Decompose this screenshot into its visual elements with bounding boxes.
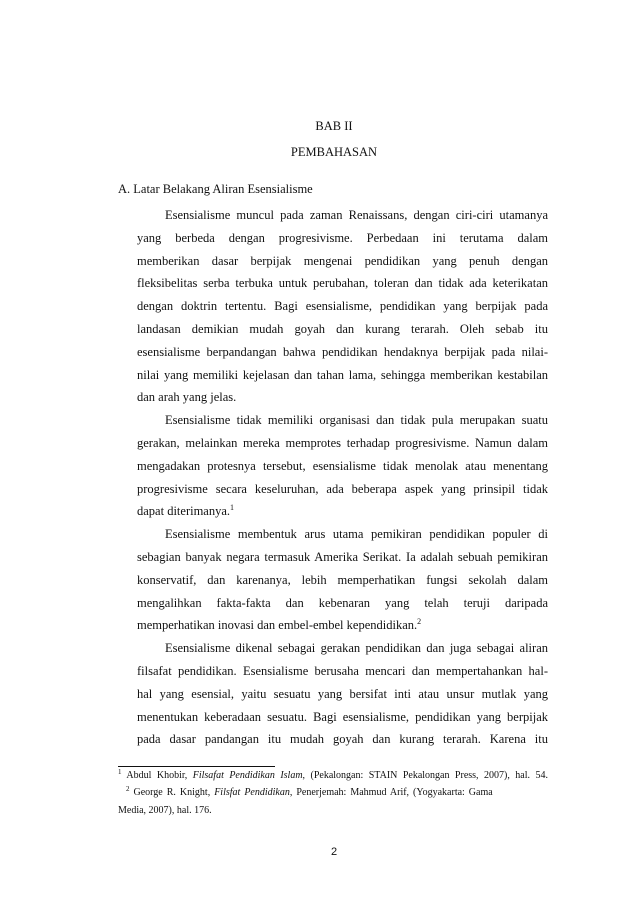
footnote-marker: 2 bbox=[126, 785, 130, 793]
chapter-title: PEMBAHASAN bbox=[290, 145, 378, 159]
paragraph-line-text: memperhatikan inovasi dan embel-embel kependidikan. bbox=[137, 618, 418, 633]
body-text bbox=[137, 204, 548, 751]
chapter-label: BAB II bbox=[315, 119, 353, 133]
paragraph-line: filsafat pendidikan. Esensialisme berusaha mencari dan mempertahankan hal- bbox=[137, 663, 548, 678]
paragraph-line: yang berbeda dengan progresivisme. Perbedaan ini terutama dalam bbox=[137, 230, 548, 245]
paragraph-2 bbox=[137, 409, 548, 523]
paragraph-1 bbox=[137, 204, 548, 409]
paragraph-line: konservatif, dan karenanya, lebih memperhatikan fungsi sekolah dalam bbox=[137, 572, 548, 587]
footnote-author: Abdul Khobir, bbox=[126, 769, 193, 781]
paragraph-line bbox=[137, 614, 548, 637]
paragraph-line-text: dapat diterimanya. bbox=[137, 504, 231, 519]
paragraph-4 bbox=[137, 637, 548, 751]
footnote-marker: 1 bbox=[118, 767, 122, 776]
footnote-1 bbox=[118, 767, 548, 785]
footnote-publication: , Penerjemah: Mahmud Arif, (Yogyakarta: Gama bbox=[289, 787, 493, 798]
paragraph-line: mengadakan protesnya tersebut, esensialisme tidak menolak atau menentang bbox=[137, 458, 548, 473]
page-number: 2 bbox=[330, 846, 338, 858]
paragraph-line: dan arah yang jelas. bbox=[137, 390, 237, 405]
footnote-2-continuation: Media, 2007), hal. 176. bbox=[118, 804, 212, 816]
section-heading: A. Latar Belakang Aliran Esensialisme bbox=[118, 182, 313, 196]
paragraph-line: landasan demikian mudah goyah dan kurang terarah. Oleh sebab itu bbox=[137, 321, 548, 336]
paragraph-line bbox=[137, 500, 548, 523]
footnotes bbox=[118, 767, 548, 820]
paragraph-line: Esensialisme dikenal sebagai gerakan pendidikan dan juga sebagai aliran bbox=[165, 641, 548, 656]
paragraph-3 bbox=[137, 523, 548, 637]
paragraph-line: sebagian banyak negara termasuk Amerika Serikat. Ia adalah sebuah pemikiran bbox=[137, 549, 548, 564]
paragraph-line: memberikan dasar berpijak mengenai pendidikan yang penuh dengan bbox=[137, 253, 548, 268]
footnote-author: George R. Knight, bbox=[133, 787, 215, 798]
paragraph-line: gerakan, melainkan mereka memprotes terhadap progresivisme. Namun dalam bbox=[137, 435, 548, 450]
paragraph-line: Esensialisme membentuk arus utama pemikiran pendidikan populer di bbox=[165, 527, 548, 542]
paragraph-line: nilai yang memiliki kejelasan dan tahan lama, sehingga memberikan kestabilan bbox=[137, 367, 548, 382]
footnote-reference: 2 bbox=[417, 617, 422, 627]
paragraph-line: mengalihkan fakta-fakta dan kebenaran yang telah teruji daripada bbox=[137, 595, 548, 610]
footnote-reference: 1 bbox=[230, 503, 235, 513]
footnote-book-title: Filsfat Pendidikan bbox=[214, 787, 290, 798]
paragraph-line: hal yang esensial, yaitu sesuatu yang bersifat inti atau unsur mutlak yang bbox=[137, 686, 548, 701]
paragraph-line: fleksibelitas serba terbuka untuk perubahan, toleran dan tidak ada keterikatan bbox=[137, 276, 548, 291]
paragraph-line: esensialisme berpandangan bahwa pendidikan hendaknya berpijak pada nilai- bbox=[137, 344, 548, 359]
footnote-publication: , (Pekalongan: STAIN Pekalongan Press, 2007), hal. 54. bbox=[302, 769, 548, 781]
paragraph-line: menentukan keberadaan sesuatu. Bagi esensialisme, pendidikan yang berpijak bbox=[137, 709, 548, 724]
paragraph-line: Esensialisme muncul pada zaman Renaissans, dengan ciri-ciri utamanya bbox=[165, 208, 548, 222]
paragraph-line: Esensialisme tidak memiliki organisasi dan tidak pula merupakan suatu bbox=[165, 413, 548, 428]
footnote-book-title: Filsafat Pendidikan Islam bbox=[192, 769, 303, 781]
paragraph-line: dengan doktrin tertentu. Bagi esensialisme, pendidikan yang berpijak pada bbox=[137, 299, 548, 314]
paragraph-line: pada dasar pandangan itu mudah goyah dan kurang terarah. Karena itu bbox=[137, 732, 548, 747]
footnote-2 bbox=[118, 784, 548, 802]
paragraph-line: progresivisme secara keseluruhan, ada beberapa aspek yang prinsipil tidak bbox=[137, 481, 548, 496]
